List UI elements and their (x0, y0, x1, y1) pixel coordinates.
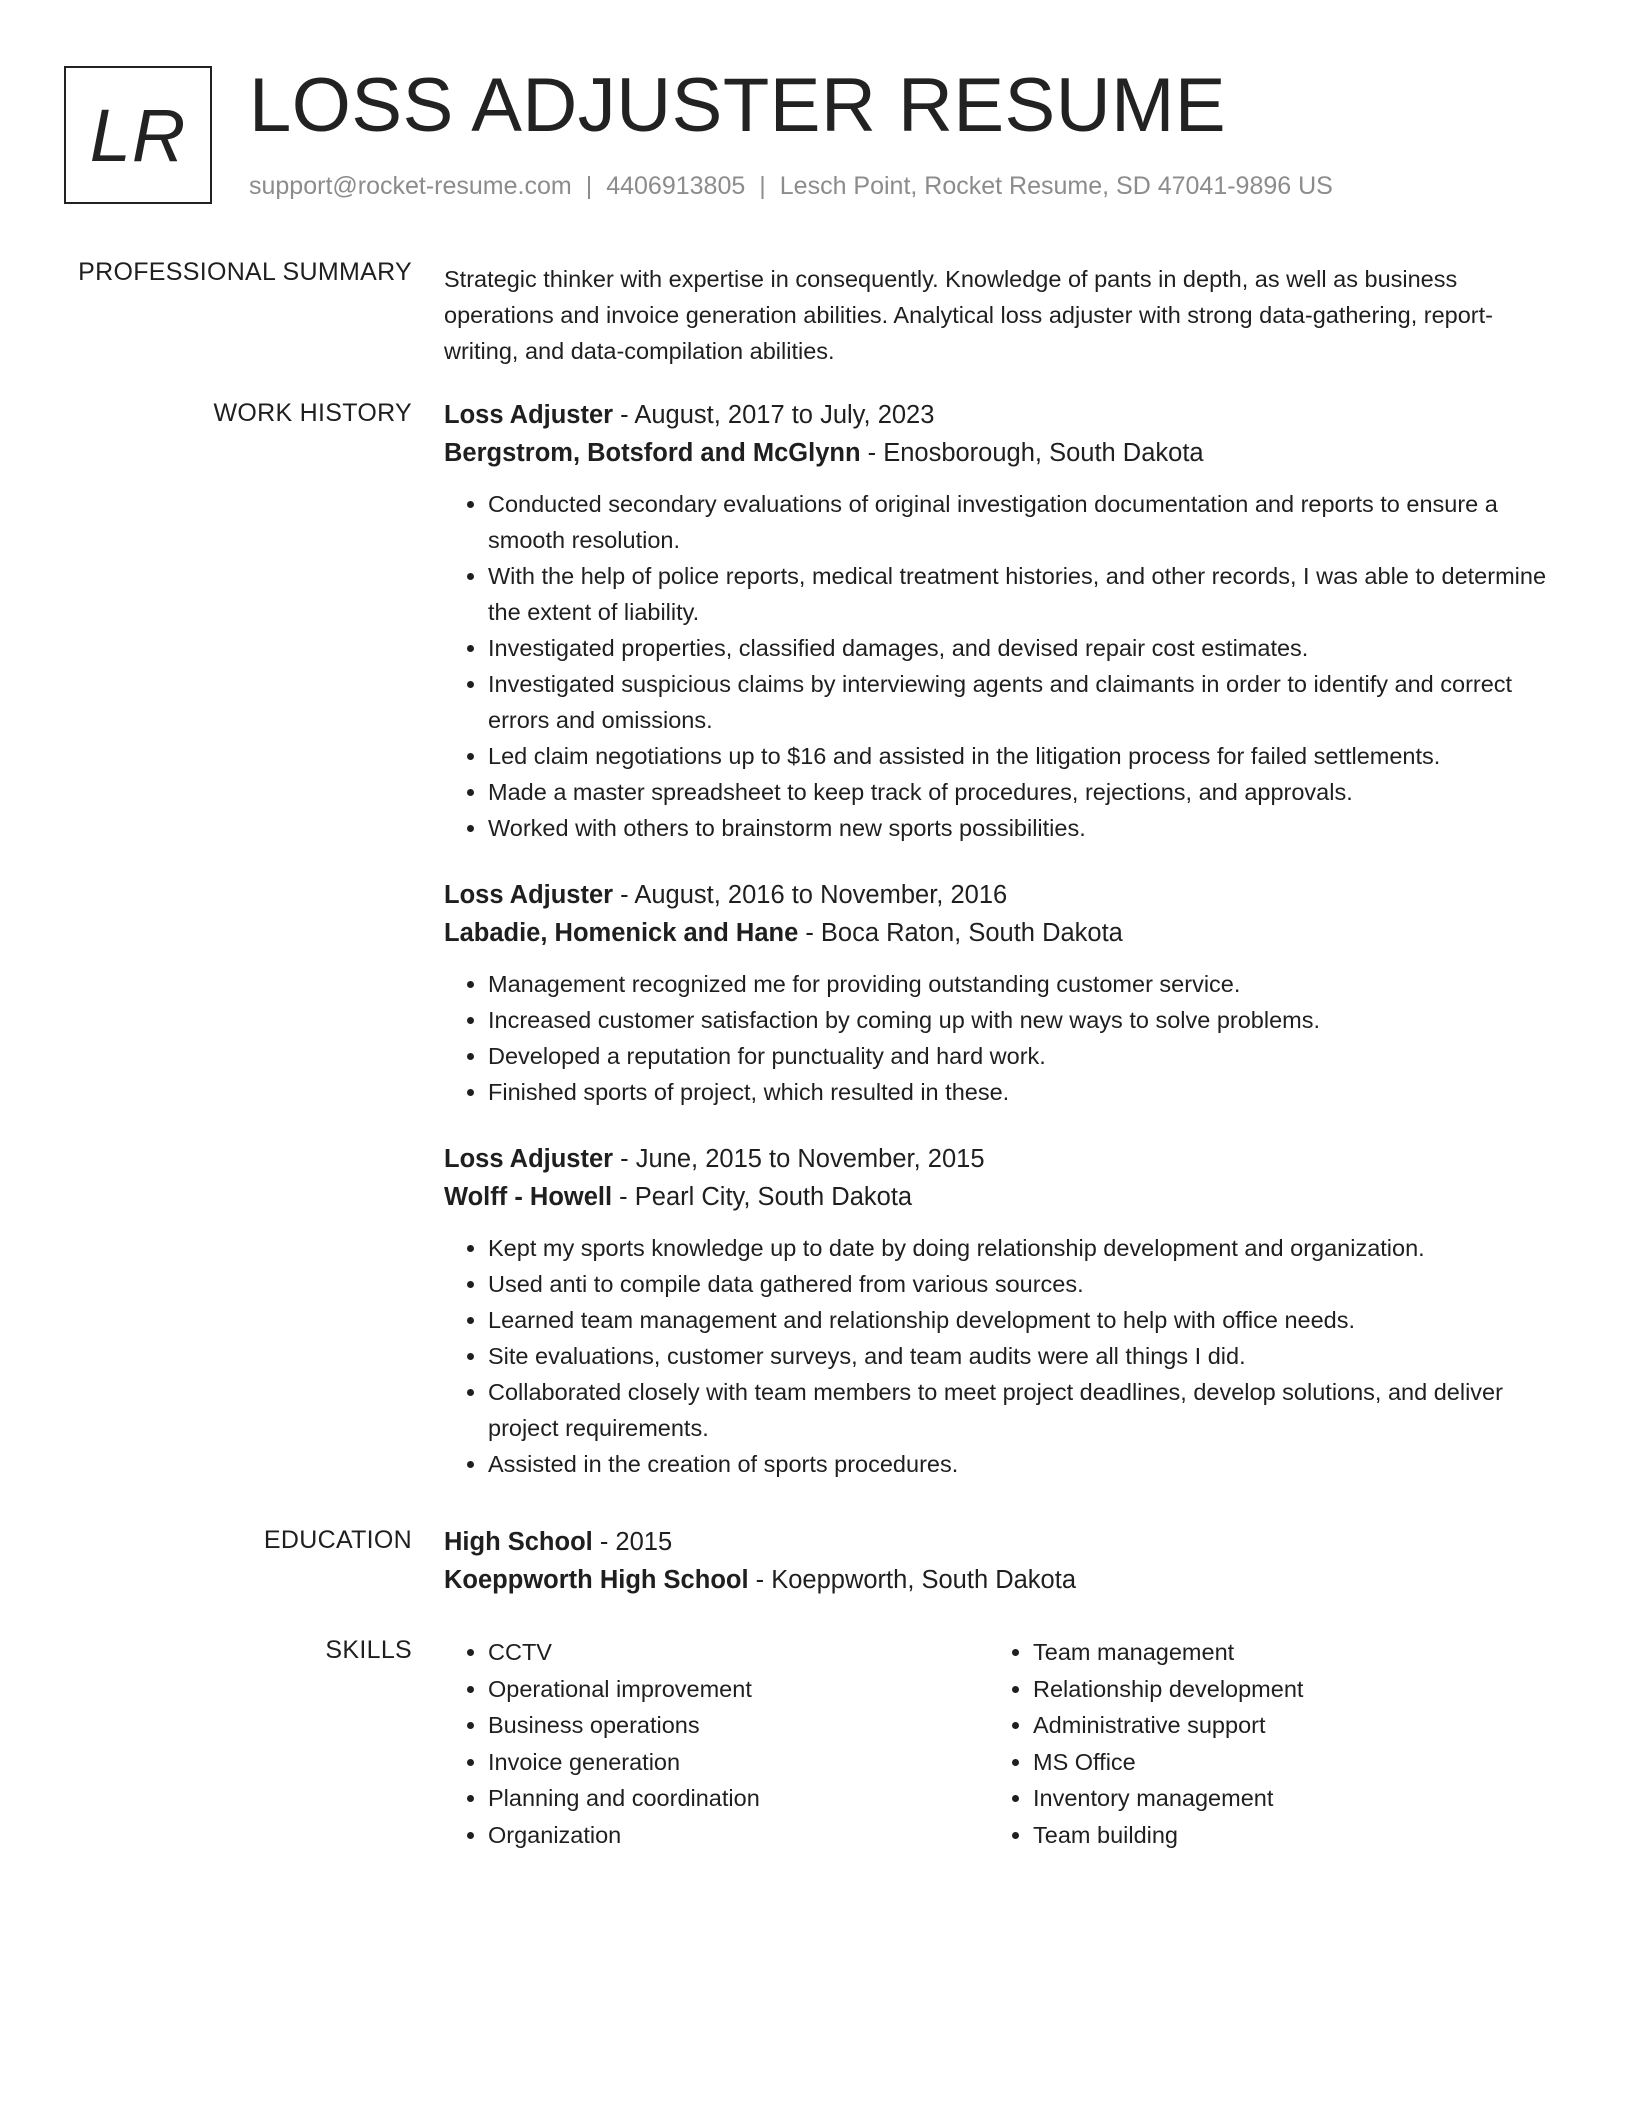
job-title-line (444, 876, 1559, 914)
job-bullets (444, 486, 1559, 846)
contact-separator: | (759, 172, 766, 200)
skills-column-left (444, 1634, 989, 1853)
job-location: - Boca Raton, South Dakota (798, 919, 1123, 947)
job-entry (444, 876, 1559, 1110)
skill-item: • Relationship development (1033, 1671, 1534, 1708)
skill-item: • Invoice generation (488, 1744, 989, 1781)
job-bullet: • Led claim negotiations up to $16 and assisted in the litigation process for failed settlements. (488, 738, 1559, 774)
skill-item: • Business operations (488, 1707, 989, 1744)
education-degree: High School (444, 1528, 593, 1556)
page-title: LOSS ADJUSTER RESUME (249, 63, 1227, 148)
job-bullet: • Finished sports of project, which resulted in these. (488, 1074, 1559, 1110)
skill-item: • Operational improvement (488, 1671, 989, 1708)
education-year: - 2015 (592, 1528, 673, 1556)
job-title-line (444, 1140, 1559, 1178)
resume-header (64, 63, 1564, 208)
job-bullet: • Used anti to compile data gathered from various sources. (488, 1266, 1559, 1302)
section-label-education: EDUCATION (263, 1526, 412, 1554)
job-title: Loss Adjuster (444, 1145, 614, 1173)
education-school: Koeppworth High School (444, 1566, 749, 1594)
job-bullet: • Management recognized me for providing outstanding customer service. (488, 966, 1559, 1002)
job-bullets (444, 1230, 1559, 1482)
job-bullet: • Learned team management and relationship development to help with office needs. (488, 1302, 1559, 1338)
job-company: Wolff - Howell (444, 1183, 613, 1211)
contact-address: Lesch Point, Rocket Resume, SD 47041-9896 US (779, 172, 1333, 200)
contact-line (249, 172, 1333, 201)
skill-item: • MS Office (1033, 1744, 1534, 1781)
skill-item: • Planning and coordination (488, 1780, 989, 1817)
summary-text: Strategic thinker with expertise in consequently. Knowledge of pants in depth, as well as business operations and invoice generation abilities. Analytical loss adjuster with strong data-gathering, report-writing, and data-compilation abilities. (444, 266, 1493, 364)
section-label-summary: PROFESSIONAL SUMMARY (78, 258, 412, 286)
job-entry (444, 396, 1559, 846)
job-company-line (444, 914, 1559, 952)
section-label-skills: SKILLS (325, 1636, 412, 1664)
monogram-initials: LR (89, 93, 187, 177)
skill-item: • Administrative support (1033, 1707, 1534, 1744)
job-company: Bergstrom, Botsford and McGlynn (444, 439, 861, 467)
work-history-body (444, 396, 1559, 1512)
monogram-logo (64, 66, 212, 204)
contact-email: support@rocket-resume.com (249, 172, 572, 200)
skills-columns (444, 1634, 1559, 1853)
skill-item: • CCTV (488, 1634, 989, 1671)
education-body (444, 1523, 1559, 1599)
education-location: - Koeppworth, South Dakota (748, 1566, 1077, 1594)
job-bullet: • Developed a reputation for punctuality and hard work. (488, 1038, 1559, 1074)
job-bullet: • Assisted in the creation of sports procedures. (488, 1446, 1559, 1482)
job-bullet: • Kept my sports knowledge up to date by doing relationship development and organization. (488, 1230, 1559, 1266)
job-bullet: • Conducted secondary evaluations of original investigation documentation and reports to ensure a smooth resolution. (488, 486, 1559, 558)
education-school-line (444, 1561, 1559, 1599)
job-title: Loss Adjuster (444, 881, 614, 909)
skills-body (444, 1634, 1559, 1853)
job-company-line (444, 1178, 1559, 1216)
job-entry (444, 1140, 1559, 1482)
skill-item: • Team building (1033, 1817, 1534, 1854)
contact-phone: 4406913805 (606, 172, 746, 200)
skill-item: • Team management (1033, 1634, 1534, 1671)
job-bullet: • Made a master spreadsheet to keep track of procedures, rejections, and approvals. (488, 774, 1559, 810)
job-bullet: • Investigated suspicious claims by interviewing agents and claimants in order to identify and correct errors and omissions. (488, 666, 1559, 738)
job-bullet: • Worked with others to brainstorm new sports possibilities. (488, 810, 1559, 846)
job-dates: - June, 2015 to November, 2015 (613, 1145, 985, 1173)
job-bullet: • Increased customer satisfaction by coming up with new ways to solve problems. (488, 1002, 1559, 1038)
skill-item: • Organization (488, 1817, 989, 1854)
skills-column-right (989, 1634, 1534, 1853)
job-dates: - August, 2017 to July, 2023 (613, 401, 935, 429)
job-bullet: • With the help of police reports, medical treatment histories, and other records, I was able to determine the extent of liability. (488, 558, 1559, 630)
job-dates: - August, 2016 to November, 2016 (613, 881, 1008, 909)
job-location: - Pearl City, South Dakota (612, 1183, 913, 1211)
job-bullet: • Investigated properties, classified damages, and devised repair cost estimates. (488, 630, 1559, 666)
job-company-line (444, 434, 1559, 472)
job-title-line (444, 396, 1559, 434)
education-degree-line (444, 1523, 1559, 1561)
section-label-work-history: WORK HISTORY (213, 399, 412, 427)
job-title: Loss Adjuster (444, 401, 614, 429)
summary-body (444, 259, 1559, 369)
skill-item: • Inventory management (1033, 1780, 1534, 1817)
job-bullet: • Site evaluations, customer surveys, and team audits were all things I did. (488, 1338, 1559, 1374)
contact-separator: | (585, 172, 593, 200)
job-company: Labadie, Homenick and Hane (444, 919, 799, 947)
job-location: - Enosborough, South Dakota (860, 439, 1204, 467)
job-bullets (444, 966, 1559, 1110)
job-bullet: • Collaborated closely with team members to meet project deadlines, develop solutions, and deliver project requirements. (488, 1374, 1559, 1446)
